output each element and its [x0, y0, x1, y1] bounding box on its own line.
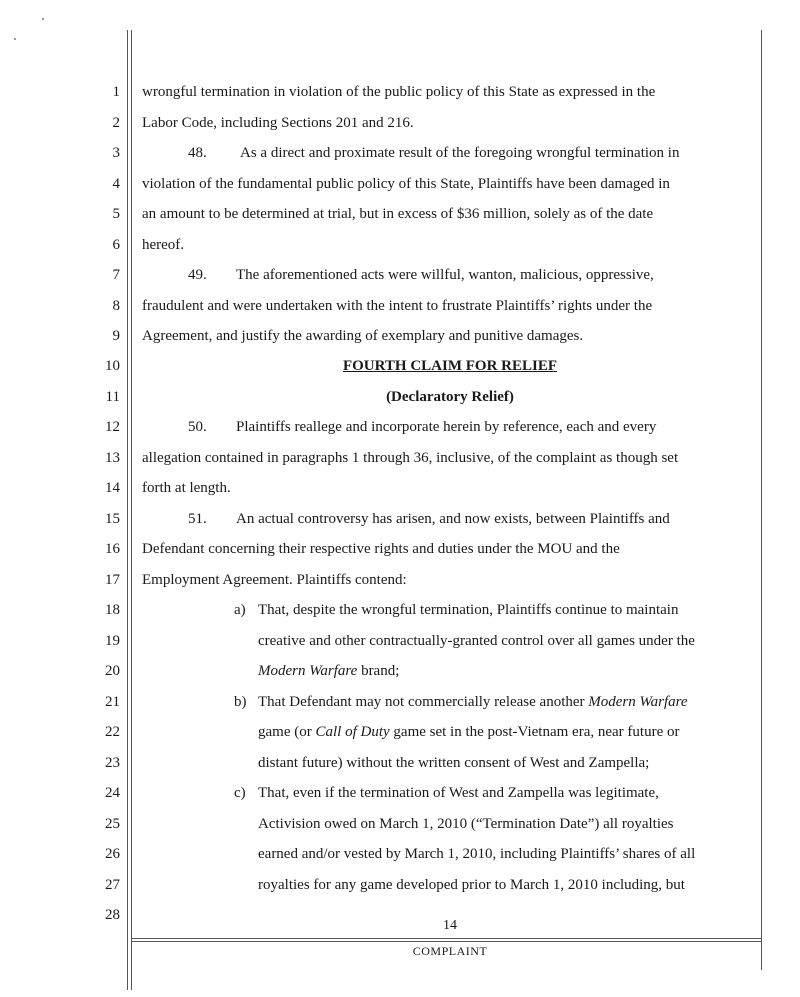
- list-item-line: creative and other contractually-granted control over all games under the: [258, 633, 695, 649]
- body-line: Employment Agreement. Plaintiffs contend:: [142, 572, 407, 588]
- italic-title: Call of Duty: [315, 724, 390, 740]
- body-line: an amount to be determined at trial, but in excess of $36 million, solely as of the date: [142, 206, 654, 222]
- line-number: 10: [105, 358, 120, 374]
- line-number: 6: [112, 237, 120, 253]
- line-number: 5: [112, 206, 120, 222]
- line-number: 17: [105, 572, 120, 588]
- text-run: brand;: [357, 663, 400, 679]
- list-item-line: distant future) without the written consent of West and Zampella;: [258, 755, 650, 771]
- list-item-line: [258, 722, 679, 742]
- line-number: 26: [105, 846, 120, 862]
- line-number: 4: [112, 176, 120, 192]
- line-number: 23: [105, 755, 120, 771]
- line-number: 12: [105, 419, 120, 435]
- list-item-line: [258, 692, 688, 712]
- footer-label: COMPLAINT: [412, 944, 488, 958]
- body-line: allegation contained in paragraphs 1 through 36, inclusive, of the complaint as though set: [142, 450, 679, 466]
- line-number: 21: [105, 694, 120, 710]
- line-number: 28: [105, 907, 120, 923]
- body-line: Agreement, and justify the awarding of exemplary and punitive damages.: [142, 328, 584, 344]
- line-number: 11: [105, 389, 120, 405]
- body-line: The aforementioned acts were willful, wanton, malicious, oppressive,: [236, 267, 654, 283]
- line-number: 14: [105, 480, 120, 496]
- paragraph-number: 49.: [188, 267, 207, 283]
- text-run: That Defendant may not commercially release another: [258, 694, 589, 710]
- body-line: fraudulent and were undertaken with the intent to frustrate Plaintiffs’ rights under the: [142, 298, 653, 314]
- line-number: 13: [105, 450, 120, 466]
- line-number: 27: [105, 877, 120, 893]
- section-subheading: (Declaratory Relief): [386, 389, 514, 405]
- scan-speck: [42, 18, 44, 20]
- body-line: violation of the fundamental public policy of this State, Plaintiffs have been damaged in: [142, 176, 670, 192]
- text-run: game (or: [258, 724, 316, 740]
- line-number: 16: [105, 541, 120, 557]
- list-item-line: Activision owed on March 1, 2010 (“Termination Date”) all royalties: [258, 816, 674, 832]
- paragraph-number: 50.: [188, 419, 207, 435]
- line-number: 22: [105, 724, 120, 740]
- line-number: 2: [112, 115, 120, 131]
- section-heading: FOURTH CLAIM FOR RELIEF: [342, 358, 558, 374]
- list-marker: a): [234, 602, 246, 618]
- list-item-line: That, even if the termination of West and Zampella was legitimate,: [258, 785, 659, 801]
- footer-rule-bottom: [131, 941, 761, 942]
- list-item-line: That, despite the wrongful termination, Plaintiffs continue to maintain: [258, 602, 679, 618]
- line-number: 25: [105, 816, 120, 832]
- list-marker: b): [234, 694, 247, 710]
- body-line: An actual controversy has arisen, and now exists, between Plaintiffs and: [236, 511, 670, 527]
- list-item-line: royalties for any game developed prior to March 1, 2010 including, but: [258, 877, 685, 893]
- left-margin-rule-inner: [131, 30, 132, 990]
- line-number: 20: [105, 663, 120, 679]
- paragraph-number: 48.: [188, 145, 207, 161]
- body-line: Defendant concerning their respective rights and duties under the MOU and the: [142, 541, 620, 557]
- list-item-line: [258, 661, 399, 681]
- line-number: 15: [105, 511, 120, 527]
- list-item-line: earned and/or vested by March 1, 2010, including Plaintiffs’ shares of all: [258, 846, 696, 862]
- body-line: Labor Code, including Sections 201 and 216.: [142, 115, 414, 131]
- line-number: 24: [105, 785, 120, 801]
- body-line: wrongful termination in violation of the public policy of this State as expressed in the: [142, 84, 656, 100]
- body-line: forth at length.: [142, 480, 231, 496]
- line-number: 18: [105, 602, 120, 618]
- body-line: Plaintiffs reallege and incorporate herein by reference, each and every: [236, 419, 657, 435]
- italic-title: Modern Warfare: [588, 694, 688, 710]
- body-line: As a direct and proximate result of the foregoing wrongful termination in: [240, 145, 680, 161]
- footer-rule-top: [131, 938, 761, 939]
- italic-title: Modern Warfare: [258, 663, 358, 679]
- line-number: 1: [112, 84, 120, 100]
- line-number: 19: [105, 633, 120, 649]
- paragraph-number: 51.: [188, 511, 207, 527]
- line-number: 3: [112, 145, 120, 161]
- line-number: 8: [112, 298, 120, 314]
- left-margin-rule-outer: [127, 30, 128, 990]
- right-margin-rule: [761, 30, 762, 970]
- text-run: game set in the post-Vietnam era, near future or: [389, 724, 680, 740]
- line-number: 9: [112, 328, 120, 344]
- body-line: hereof.: [142, 237, 185, 253]
- page-number: 14: [443, 918, 457, 933]
- scan-speck: [14, 38, 16, 40]
- line-number: 7: [112, 267, 120, 283]
- list-marker: c): [234, 785, 246, 801]
